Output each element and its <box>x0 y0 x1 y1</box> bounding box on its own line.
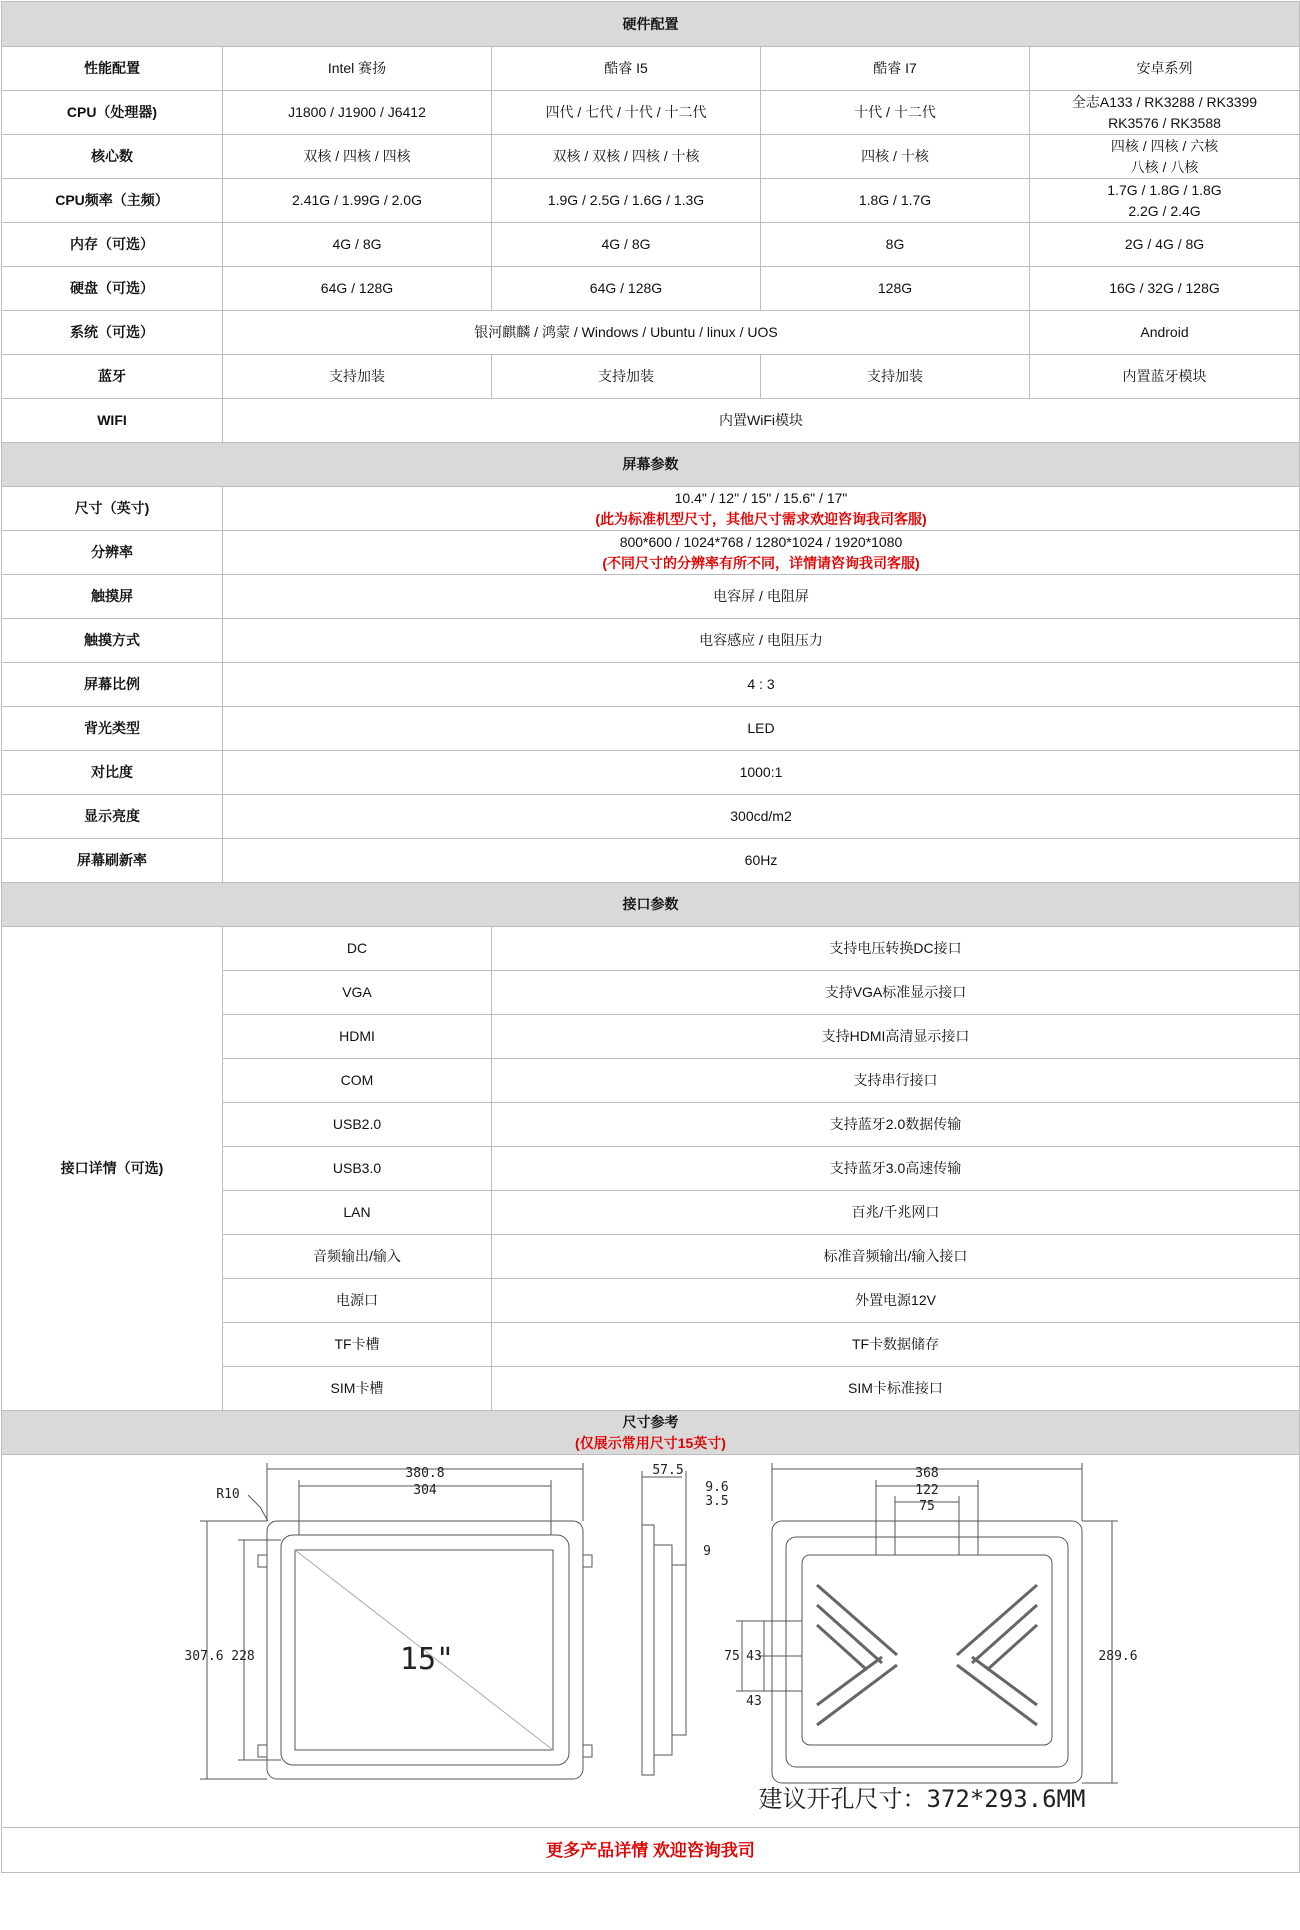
dim-side-d2: 3.5 <box>705 1494 729 1509</box>
cell: Android <box>1030 311 1300 355</box>
cutout-size: 建议开孔尺寸：372*293.6MM <box>758 1785 1086 1813</box>
column-header: 性能配置 <box>2 47 223 91</box>
port-name: USB2.0 <box>223 1103 492 1147</box>
row-label: 内存（可选） <box>2 223 223 267</box>
dimension-drawing <box>2 1455 1300 1828</box>
column-header: Intel 赛扬 <box>223 47 492 91</box>
cell: 1.8G / 1.7G <box>761 179 1030 223</box>
resolution-note: (不同尺寸的分辨率有所不同，详情请咨询我司客服) <box>602 554 920 571</box>
dim-back-v3: 43 <box>746 1694 762 1709</box>
cell: 1.9G / 2.5G / 1.6G / 1.3G <box>492 179 761 223</box>
cell: 1000:1 <box>223 751 1300 795</box>
screen-row-size <box>2 487 1300 531</box>
hardware-row-system <box>2 311 1300 355</box>
port-desc: 百兆/千兆网口 <box>492 1191 1300 1235</box>
dim-back-v1: 75 <box>724 1649 740 1664</box>
section-hardware-header <box>2 2 1300 47</box>
cell: 银河麒麟 / 鸿蒙 / Windows / Ubuntu / linux / UOS <box>223 311 1030 355</box>
section-title <box>2 1411 1300 1455</box>
port-desc: 支持串行接口 <box>492 1059 1300 1103</box>
hardware-row-freq <box>2 179 1300 223</box>
dim-front-radius: R10 <box>216 1487 240 1502</box>
row-label: 屏幕刷新率 <box>2 839 223 883</box>
screen-row <box>2 619 1300 663</box>
hardware-row-cpu <box>2 91 1300 135</box>
port-desc: 标准音频输出/输入接口 <box>492 1235 1300 1279</box>
dim-back-v2: 43 <box>746 1649 762 1664</box>
dim-back-height: 289.6 <box>1098 1649 1138 1664</box>
footer-text: 更多产品详情 欢迎咨询我司 <box>2 1828 1300 1873</box>
cell: 内置WiFi模块 <box>223 399 1300 443</box>
row-label: 蓝牙 <box>2 355 223 399</box>
port-name: VGA <box>223 971 492 1015</box>
dim-back-width: 368 <box>915 1466 939 1481</box>
row-label: 系统（可选） <box>2 311 223 355</box>
port-row <box>2 927 1300 971</box>
row-label: WIFI <box>2 399 223 443</box>
spec-table <box>1 1 1300 1873</box>
row-label: 背光类型 <box>2 707 223 751</box>
row-label: 屏幕比例 <box>2 663 223 707</box>
side-profile <box>642 1525 654 1775</box>
dimension-drawing-svg <box>2 1455 1300 1821</box>
cell: 双核 / 双核 / 四核 / 十核 <box>492 135 761 179</box>
cell: 16G / 32G / 128G <box>1030 267 1300 311</box>
dim-front-height-inner: 228 <box>231 1649 255 1664</box>
column-header: 酷睿 I5 <box>492 47 761 91</box>
dim-back-width3: 75 <box>919 1499 935 1514</box>
screen-row <box>2 663 1300 707</box>
row-label: 核心数 <box>2 135 223 179</box>
row-label: 对比度 <box>2 751 223 795</box>
cell: 电容感应 / 电阻压力 <box>223 619 1300 663</box>
footer-row <box>2 1828 1300 1873</box>
cell: 64G / 128G <box>492 267 761 311</box>
port-desc: 支持电压转换DC接口 <box>492 927 1300 971</box>
cell: 全志A133 / RK3288 / RK3399 RK3576 / RK3588 <box>1030 91 1300 135</box>
size-note: (此为标准机型尺寸，其他尺寸需求欢迎咨询我司客服) <box>595 510 927 527</box>
dim-side-d3: 9 <box>703 1544 711 1559</box>
column-header: 酷睿 I7 <box>761 47 1030 91</box>
screen-row-resolution <box>2 531 1300 575</box>
dim-side-d1: 9.6 <box>705 1480 729 1495</box>
section-ports-header <box>2 883 1300 927</box>
section-title: 接口参数 <box>2 883 1300 927</box>
port-name: SIM卡槽 <box>223 1367 492 1411</box>
port-name: HDMI <box>223 1015 492 1059</box>
hardware-row-disk <box>2 267 1300 311</box>
back-frame <box>772 1521 1082 1783</box>
cell: 1.7G / 1.8G / 1.8G 2.2G / 2.4G <box>1030 179 1300 223</box>
cell: 十代 / 十二代 <box>761 91 1030 135</box>
section-title: 硬件配置 <box>2 2 1300 47</box>
column-header: 安卓系列 <box>1030 47 1300 91</box>
size-value: 10.4" / 12" / 15" / 15.6" / 17" <box>674 489 848 506</box>
row-label: 触摸屏 <box>2 575 223 619</box>
row-label: 硬盘（可选） <box>2 267 223 311</box>
row-label: CPU（处理器) <box>2 91 223 135</box>
section-title: 屏幕参数 <box>2 443 1300 487</box>
port-desc: 支持蓝牙2.0数据传输 <box>492 1103 1300 1147</box>
section-dimensions-header <box>2 1411 1300 1455</box>
row-label: 触摸方式 <box>2 619 223 663</box>
cell: 内置蓝牙模块 <box>1030 355 1300 399</box>
screen-row <box>2 839 1300 883</box>
dim-back-width2: 122 <box>915 1483 939 1498</box>
row-label: 显示亮度 <box>2 795 223 839</box>
hardware-row-memory <box>2 223 1300 267</box>
cell: 8G <box>761 223 1030 267</box>
cell: 支持加装 <box>761 355 1030 399</box>
dimensions-note: (仅展示常用尺寸15英寸) <box>575 1434 726 1451</box>
port-name: COM <box>223 1059 492 1103</box>
cell: 64G / 128G <box>223 267 492 311</box>
hardware-columns-row <box>2 47 1300 91</box>
cell: 2G / 4G / 8G <box>1030 223 1300 267</box>
row-label: CPU频率（主频） <box>2 179 223 223</box>
cell: 300cd/m2 <box>223 795 1300 839</box>
cell: 4G / 8G <box>223 223 492 267</box>
port-name: TF卡槽 <box>223 1323 492 1367</box>
cell: 四核 / 十核 <box>761 135 1030 179</box>
cell: 128G <box>761 267 1030 311</box>
cell: 四核 / 四核 / 六核 八核 / 八核 <box>1030 135 1300 179</box>
cell: 2.41G / 1.99G / 2.0G <box>223 179 492 223</box>
cell: 支持加装 <box>492 355 761 399</box>
cell: LED <box>223 707 1300 751</box>
port-desc: 支持蓝牙3.0高速传输 <box>492 1147 1300 1191</box>
port-desc: TF卡数据储存 <box>492 1323 1300 1367</box>
cell: 4 : 3 <box>223 663 1300 707</box>
dim-side-depth: 57.5 <box>652 1463 684 1478</box>
cell: 四代 / 七代 / 十代 / 十二代 <box>492 91 761 135</box>
cell: 4G / 8G <box>492 223 761 267</box>
section-screen-header <box>2 443 1300 487</box>
screen-row <box>2 795 1300 839</box>
screen-row <box>2 707 1300 751</box>
dim-front-height-outer: 307.6 <box>184 1649 224 1664</box>
port-desc: 支持VGA标准显示接口 <box>492 971 1300 1015</box>
port-name: LAN <box>223 1191 492 1235</box>
dimensions-row <box>2 1455 1300 1828</box>
port-desc: SIM卡标准接口 <box>492 1367 1300 1411</box>
cell: J1800 / J1900 / J6412 <box>223 91 492 135</box>
port-desc: 支持HDMI高清显示接口 <box>492 1015 1300 1059</box>
cell <box>223 531 1300 575</box>
cell: 60Hz <box>223 839 1300 883</box>
hardware-row-bluetooth <box>2 355 1300 399</box>
screen-row <box>2 575 1300 619</box>
port-name: USB3.0 <box>223 1147 492 1191</box>
ports-label: 接口详情（可选) <box>2 927 223 1411</box>
dim-front-width-outer: 380.8 <box>405 1466 445 1481</box>
screen-row <box>2 751 1300 795</box>
screen-size-label: 15" <box>399 1642 455 1677</box>
dimensions-title: 尺寸参考 <box>622 1413 679 1430</box>
dim-front-width-inner: 304 <box>413 1483 437 1498</box>
cell <box>223 487 1300 531</box>
cell: 双核 / 四核 / 四核 <box>223 135 492 179</box>
hardware-row-cores <box>2 135 1300 179</box>
port-name: 电源口 <box>223 1279 492 1323</box>
row-label: 尺寸（英寸) <box>2 487 223 531</box>
port-desc: 外置电源12V <box>492 1279 1300 1323</box>
port-name: 音频输出/输入 <box>223 1235 492 1279</box>
resolution-value: 800*600 / 1024*768 / 1280*1024 / 1920*1080 <box>619 533 903 550</box>
row-label: 分辨率 <box>2 531 223 575</box>
port-name: DC <box>223 927 492 971</box>
hardware-row-wifi <box>2 399 1300 443</box>
cell: 电容屏 / 电阻屏 <box>223 575 1300 619</box>
cell: 支持加装 <box>223 355 492 399</box>
